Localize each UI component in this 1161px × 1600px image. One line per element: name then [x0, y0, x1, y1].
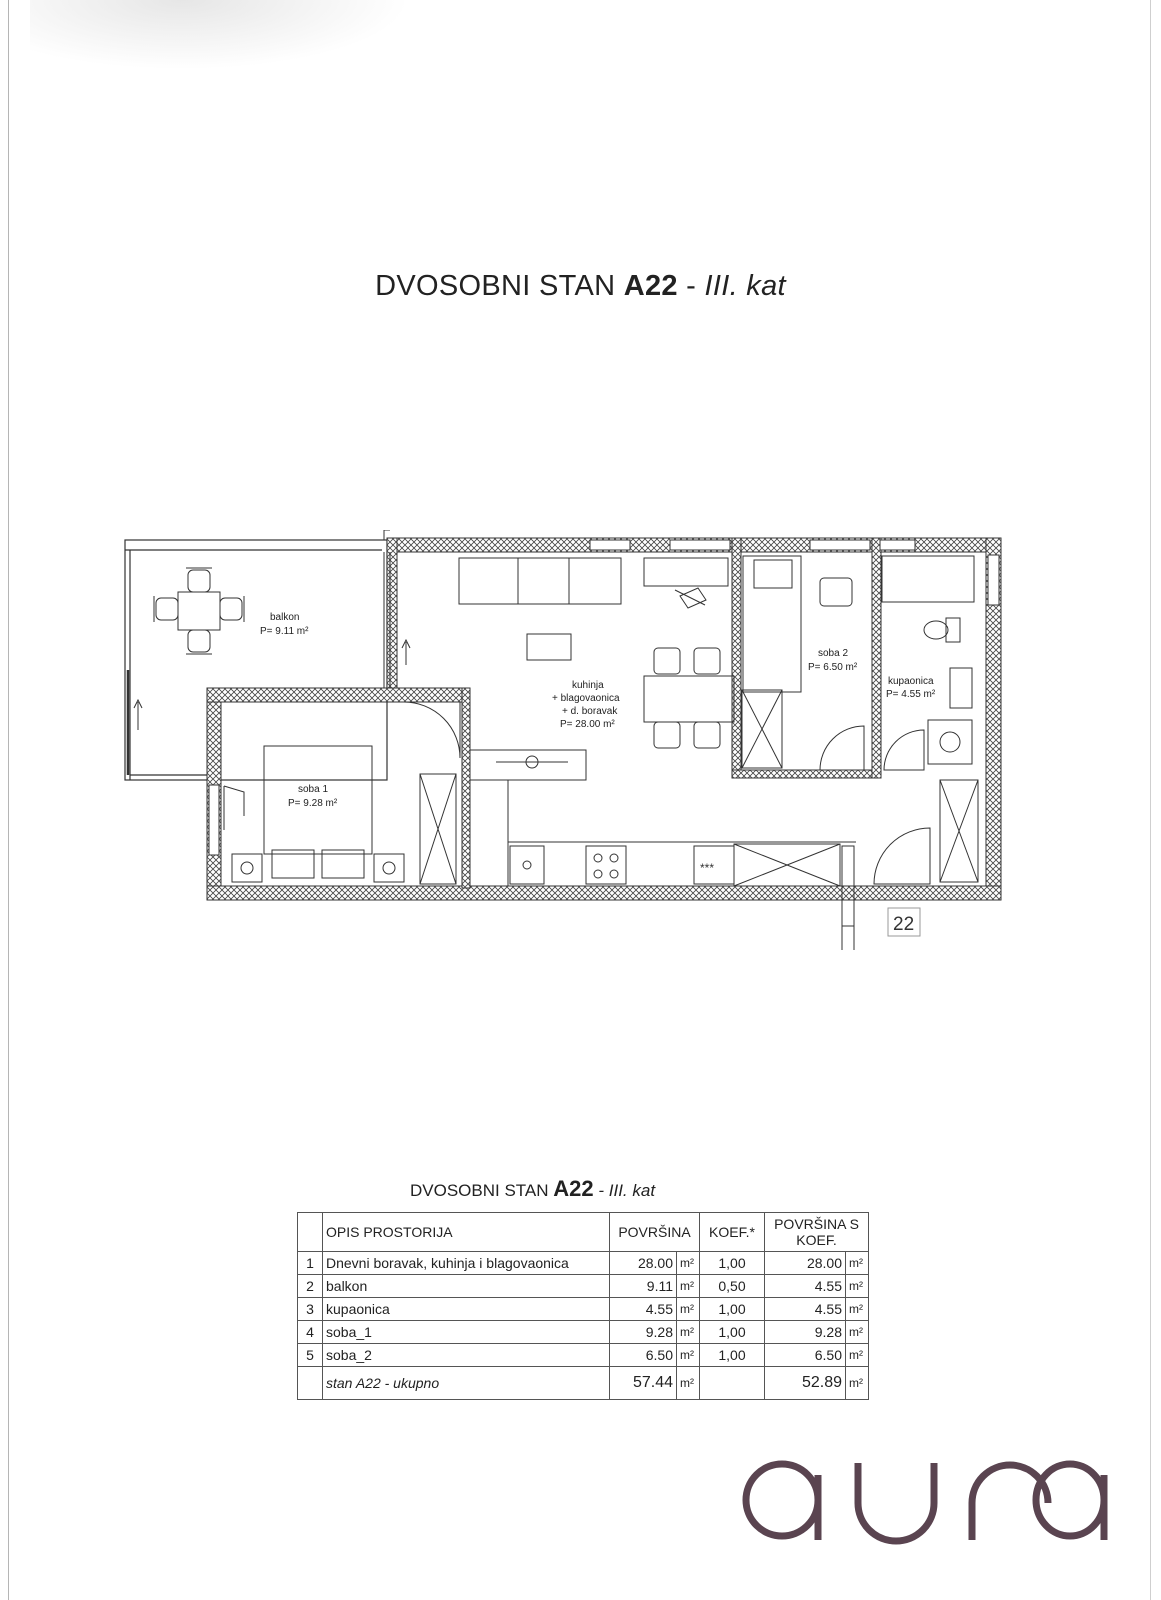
row-area: 9.28 [610, 1321, 677, 1344]
title-code: A22 [623, 270, 678, 302]
page-title [0, 270, 1161, 303]
balcony-table-set [154, 568, 244, 654]
row-area-koef: 6.50 [765, 1344, 846, 1367]
floor-plan [120, 530, 1010, 960]
page-border-left [8, 0, 9, 1600]
total-area-koef: 52.89 [765, 1367, 846, 1400]
door-arrow-icon [402, 640, 410, 665]
table-total-row [298, 1367, 869, 1400]
row-no: 2 [298, 1275, 323, 1298]
row-area: 9.11 [610, 1275, 677, 1298]
room-area-kupaonica: P= 4.55 m² [886, 689, 936, 700]
row-unit: m² [677, 1344, 700, 1367]
total-koef [700, 1367, 765, 1400]
row-koef: 0,50 [700, 1275, 765, 1298]
table-row [298, 1252, 869, 1275]
row-unit: m² [677, 1275, 700, 1298]
room-label-kuhinja-line-2: + blagovaonica [552, 693, 620, 704]
room-label-balkon: balkon [270, 612, 300, 623]
unit-number: 22 [893, 914, 915, 935]
room-area-table [297, 1212, 869, 1400]
row-unit: m² [677, 1298, 700, 1321]
table-row [298, 1275, 869, 1298]
sofa [459, 558, 621, 604]
total-unit: m² [677, 1367, 700, 1400]
header-area-koef-line-1: POVRŠINA S [774, 1216, 859, 1232]
room-label-kupaonica: kupaonica [888, 676, 934, 687]
row-koef: 1,00 [700, 1344, 765, 1367]
total-no [298, 1367, 323, 1400]
coffee-table [527, 634, 571, 660]
table-row [298, 1298, 869, 1321]
room-area-soba-1: P= 9.28 m² [288, 798, 338, 809]
header-koef: KOEF.* [700, 1213, 765, 1252]
room-area-kuhinja: P= 28.00 m² [560, 719, 615, 730]
row-no: 1 [298, 1252, 323, 1275]
svg-text:***: *** [700, 861, 715, 875]
aura-logo [740, 1455, 1120, 1545]
row-no: 5 [298, 1344, 323, 1367]
row-desc: soba_1 [323, 1321, 610, 1344]
room-area-balkon: P= 9.11 m² [260, 626, 309, 637]
room-label-soba-2: soba 2 [818, 648, 849, 659]
bedroom-1-furniture [224, 702, 460, 884]
row-desc: Dnevni boravak, kuhinja i blagovaonica [323, 1252, 610, 1275]
row-area: 6.50 [610, 1344, 677, 1367]
row-area: 28.00 [610, 1252, 677, 1275]
title-floor: III. kat [704, 270, 786, 302]
desk-chair [675, 588, 706, 608]
header-area: POVRŠINA [610, 1213, 700, 1252]
title-separator: - [677, 270, 705, 302]
title-prefix: DVOSOBNI STAN [375, 270, 616, 302]
page-border-right [1150, 0, 1151, 1600]
row-area-koef: 4.55 [765, 1298, 846, 1321]
balcony-outline [125, 540, 387, 780]
kitchen-island [470, 750, 586, 780]
header-no [298, 1213, 323, 1252]
total-unit-koef: m² [846, 1367, 869, 1400]
row-desc: kupaonica [323, 1298, 610, 1321]
row-area: 4.55 [610, 1298, 677, 1321]
table-title-code: A22 [553, 1176, 594, 1201]
row-unit-koef: m² [846, 1298, 869, 1321]
row-koef: 1,00 [700, 1252, 765, 1275]
row-area-koef: 4.55 [765, 1275, 846, 1298]
kitchen-counter [508, 780, 856, 950]
row-unit-koef: m² [846, 1252, 869, 1275]
row-no: 4 [298, 1321, 323, 1344]
row-unit-koef: m² [846, 1275, 869, 1298]
row-unit: m² [677, 1321, 700, 1344]
row-koef: 1,00 [700, 1321, 765, 1344]
row-area-koef: 28.00 [765, 1252, 846, 1275]
table-row [298, 1321, 869, 1344]
header-desc: OPIS PROSTORIJA [323, 1213, 610, 1252]
scan-shadow [30, 0, 410, 70]
header-area-koef-line-2: KOEF. [796, 1232, 837, 1248]
total-desc: stan A22 - ukupno [323, 1367, 610, 1400]
room-area-soba-2: P= 6.50 m² [808, 662, 858, 673]
room-label-kuhinja-line-3: + d. boravak [562, 706, 618, 717]
row-desc: soba_2 [323, 1344, 610, 1367]
table-title [410, 1176, 655, 1202]
total-area: 57.44 [610, 1367, 677, 1400]
row-area-koef: 9.28 [765, 1321, 846, 1344]
table-title-prefix: DVOSOBNI STAN [410, 1181, 549, 1200]
row-unit-koef: m² [846, 1321, 869, 1344]
header-area-koef [765, 1213, 869, 1252]
row-unit: m² [677, 1252, 700, 1275]
dining-set [644, 648, 734, 748]
tv-cabinet [644, 558, 728, 586]
bathroom-furniture [874, 556, 978, 884]
row-unit-koef: m² [846, 1344, 869, 1367]
row-koef: 1,00 [700, 1298, 765, 1321]
row-desc: balkon [323, 1275, 610, 1298]
table-title-floor: - III. kat [598, 1181, 656, 1200]
room-label-kuhinja-line-1: kuhinja [572, 680, 604, 691]
table-row [298, 1344, 869, 1367]
balcony-arrow-icon [134, 700, 142, 730]
table-header-row [298, 1213, 869, 1252]
row-no: 3 [298, 1298, 323, 1321]
room-label-soba-1: soba 1 [298, 784, 329, 795]
